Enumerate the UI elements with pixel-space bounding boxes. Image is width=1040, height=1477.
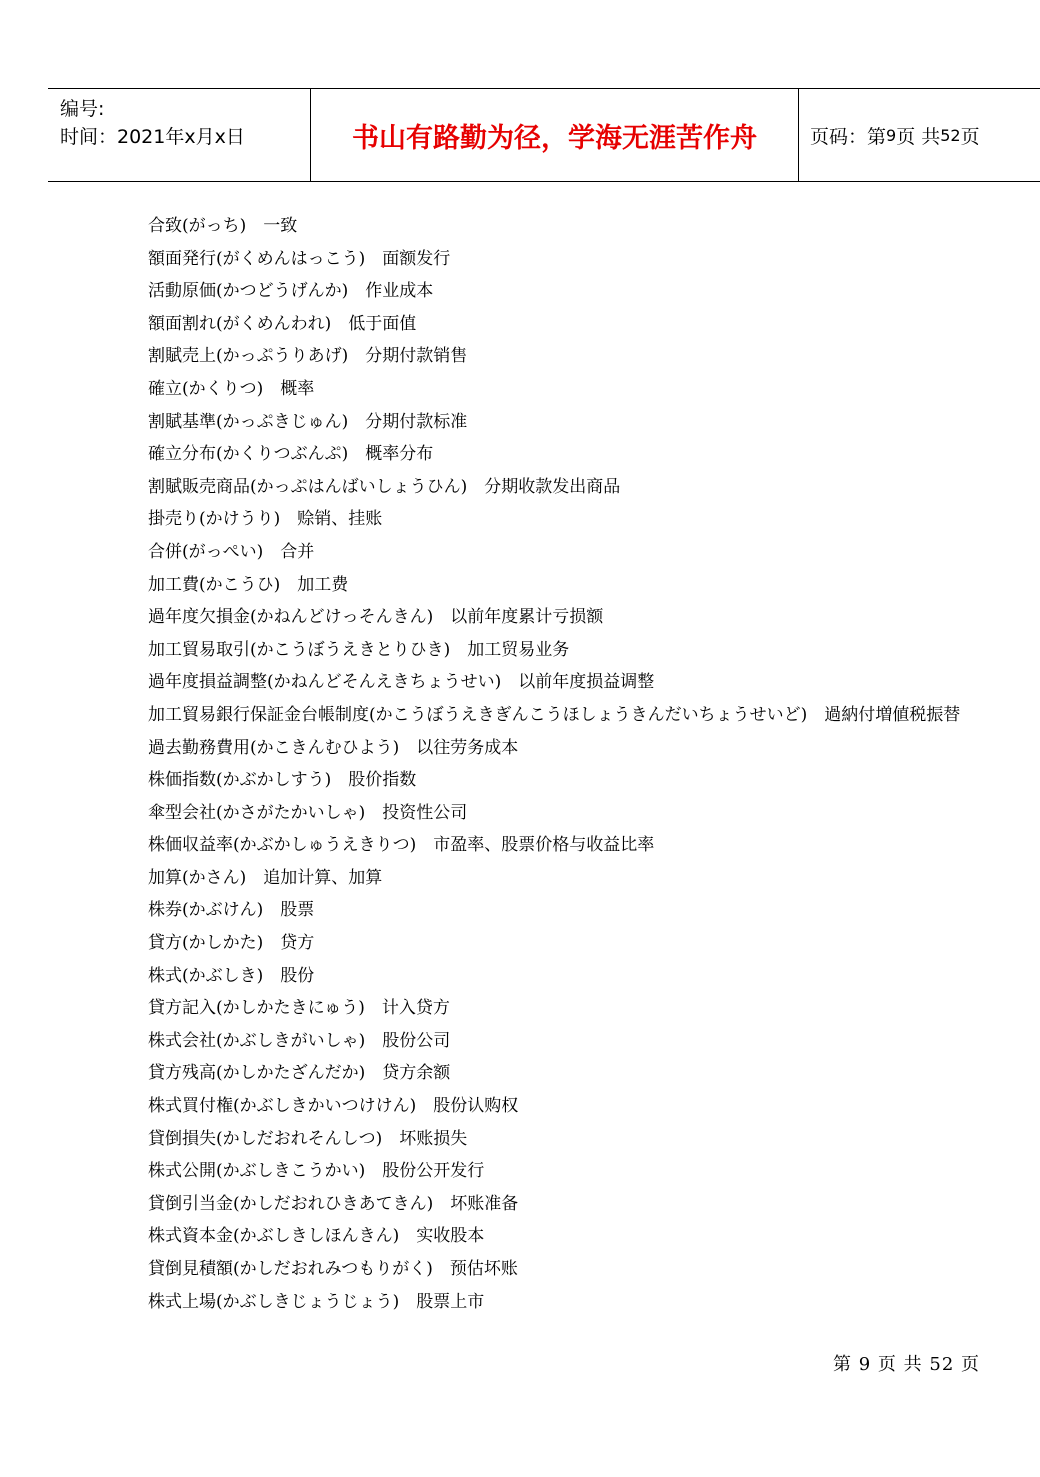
glossary-entry: 掛売り(かけうり) 赊销、挂账 — [148, 509, 383, 530]
glossary-entry: 貸倒引当金(かしだおれひきあてきん) 坏账准备 — [148, 1193, 519, 1214]
glossary-entry: 合併(がっぺい) 合并 — [148, 541, 315, 562]
serial-label: 编号: — [60, 98, 105, 120]
glossary-entry: 貸倒損失(かしだおれそんしつ) 坏账损失 — [148, 1128, 468, 1149]
time-label: 时间：2021年x月x日 — [60, 126, 245, 148]
glossary-entry: 株価収益率(かぶかしゅうえきりつ) 市盈率、股票价格与收益比率 — [148, 835, 655, 856]
header-meta — [60, 95, 245, 151]
page-footer: 第 9 页 共 52 页 — [833, 1354, 980, 1375]
glossary-entry: 株式買付権(かぶしきかいつけけん) 股份认购权 — [148, 1096, 519, 1117]
glossary-entry: 加工貿易取引(かこうぼうえきとりひき) 加工贸易业务 — [148, 639, 570, 660]
glossary-entry: 過年度欠損金(かねんどけっそんきん) 以前年度累计亏损额 — [148, 607, 604, 628]
glossary-entry: 貸倒見積額(かしだおれみつもりがく) 预估坏账 — [148, 1259, 518, 1279]
glossary-entry: 割賦販売商品(かっぷはんばいしょうひん) 分期收款发出商品 — [148, 476, 621, 497]
glossary-entry: 額面割れ(がくめんわれ) 低于面值 — [148, 313, 417, 334]
glossary-entry: 活動原価(かつどうげんか) 作业成本 — [148, 281, 434, 302]
glossary-entry: 貸方(かしかた) 贷方 — [148, 933, 315, 954]
glossary-entry: 株式会社(かぶしきがいしゃ) 股份公司 — [148, 1030, 451, 1051]
glossary-entry: 株式公開(かぶしきこうかい) 股份公开发行 — [148, 1161, 485, 1182]
glossary-entry: 貸方記入(かしかたきにゅう) 计入贷方 — [148, 998, 450, 1019]
page-suffix: 页 — [960, 125, 980, 148]
header-divider — [798, 89, 799, 181]
glossary-entry: 過年度損益調整(かねんどそんえきちょうせい) 以前年度损益调整 — [148, 672, 655, 693]
glossary-entry: 確立分布(かくりつぶんぷ) 概率分布 — [148, 444, 434, 465]
page-prefix: 页码：第 — [810, 125, 887, 148]
glossary-entry: 加工費(かこうひ) 加工费 — [148, 574, 349, 595]
document-header — [48, 88, 1040, 182]
page-total: 52 — [940, 125, 961, 145]
header-page-number — [810, 89, 980, 181]
glossary-entry: 株券(かぶけん) 股票 — [148, 900, 315, 921]
glossary-entry: 加算(かさん) 追加计算、加算 — [148, 867, 383, 888]
glossary-entry: 株式資本金(かぶしきしほんきん) 实收股本 — [148, 1226, 485, 1247]
glossary-entry: 株式上場(かぶしきじょうじょう) 股票上市 — [148, 1291, 485, 1312]
glossary-entry: 傘型会社(かさがたかいしゃ) 投资性公司 — [148, 802, 468, 823]
page-mid: 页 共 — [896, 125, 941, 148]
header-motto: 书山有路勤为径，学海无涯苦作舟 — [352, 122, 757, 154]
glossary-entry: 過去勤務費用(かこきんむひよう) 以往劳务成本 — [148, 737, 519, 758]
page-current: 9 — [886, 125, 897, 145]
glossary-entry: 合致(がっち) 一致 — [148, 216, 298, 236]
glossary-entry: 貸方残高(かしかたざんだか) 贷方余额 — [148, 1063, 451, 1084]
glossary-entry: 加工貿易銀行保証金台帳制度(かこうぼうえきぎんこうほしょうきんだいちょうせいど) 過納付増値税振替 — [148, 704, 961, 725]
glossary-entry: 株式(かぶしき) 股份 — [148, 965, 315, 986]
glossary-entry: 割賦基準(かっぷきじゅん) 分期付款标准 — [148, 411, 468, 432]
glossary-entry: 株価指数(かぶかしすう) 股价指数 — [148, 770, 417, 791]
glossary-entry: 割賦売上(かっぷうりあげ) 分期付款销售 — [148, 346, 468, 367]
glossary-entry: 額面発行(がくめんはっこう) 面额发行 — [148, 248, 451, 269]
glossary-list — [148, 210, 988, 1318]
glossary-entry: 確立(かくりつ) 概率 — [148, 378, 315, 399]
